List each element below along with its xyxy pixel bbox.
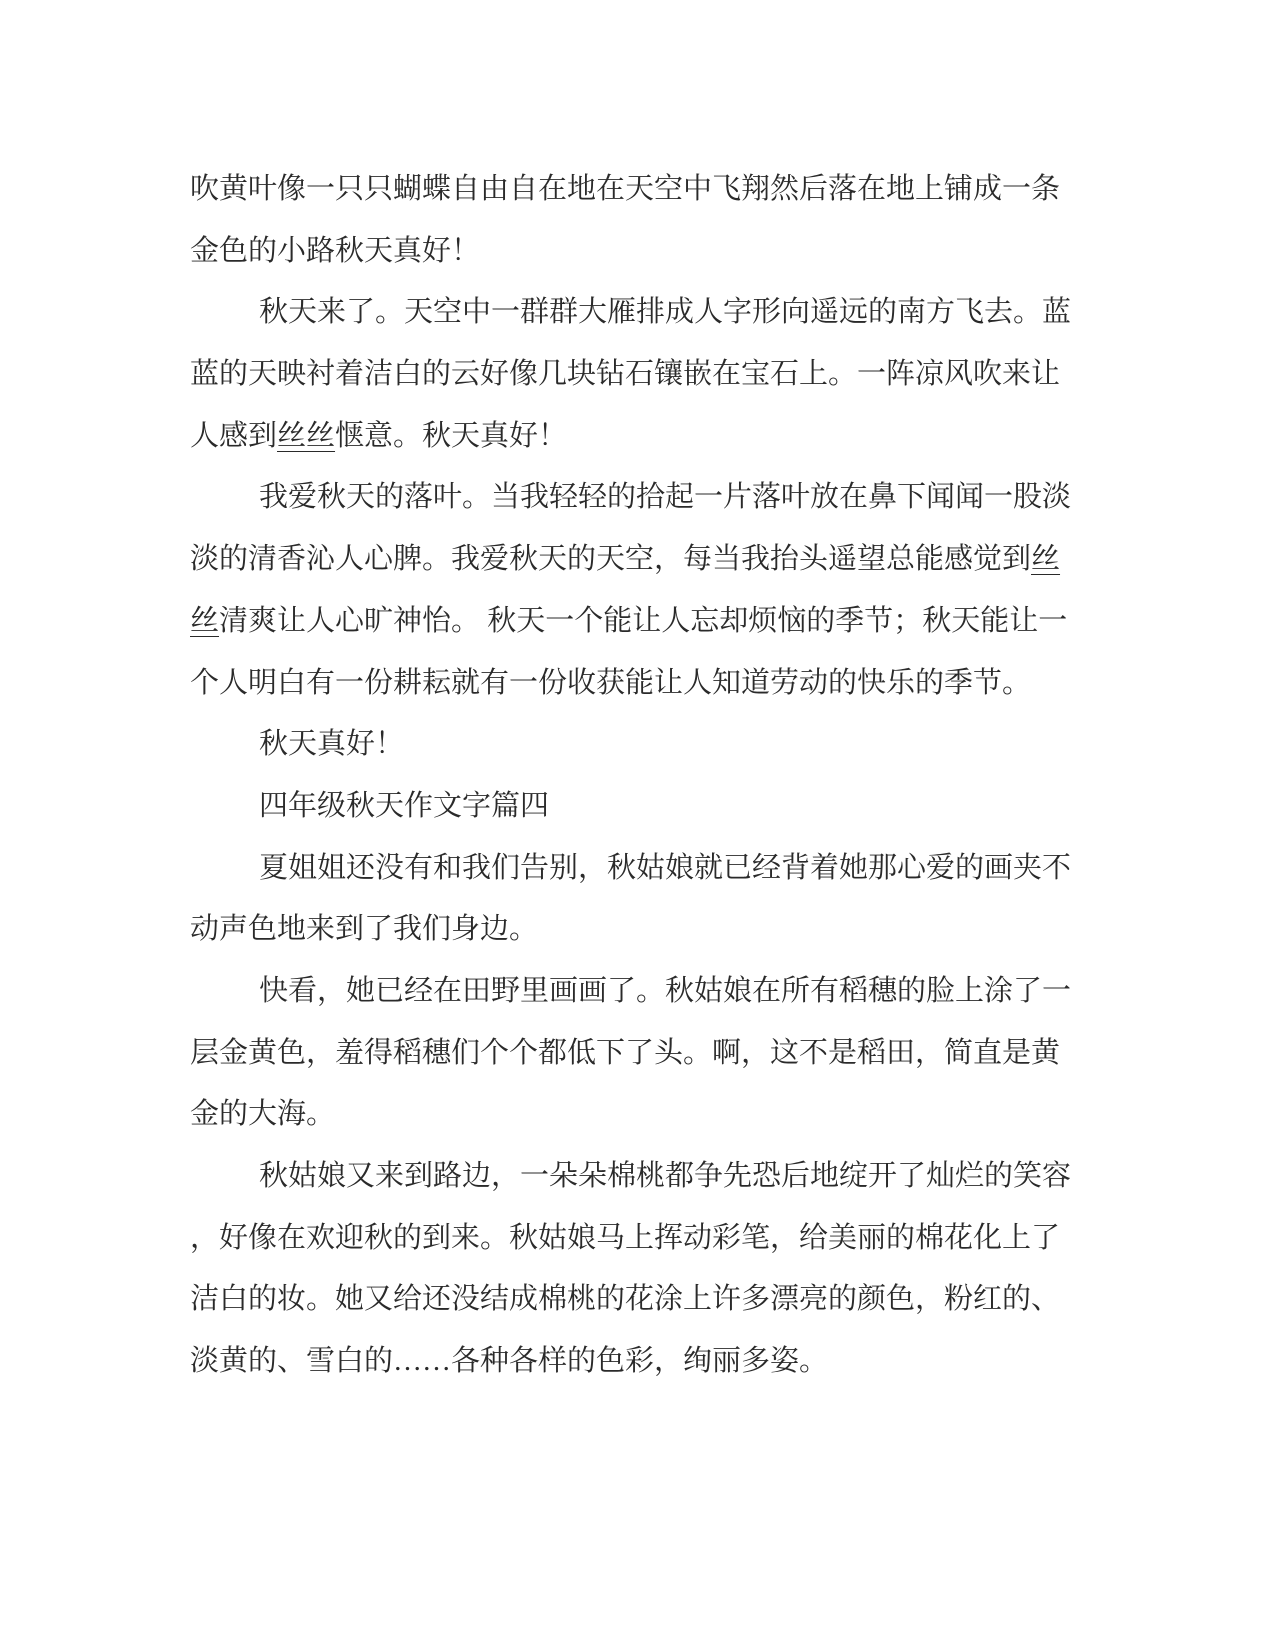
text-line xyxy=(190,1269,1076,1331)
underlined-text: 丝丝 xyxy=(277,419,336,452)
text-segment: 动声色地来到了我们身边。 xyxy=(190,913,539,946)
text-line xyxy=(190,282,1076,344)
text-line xyxy=(190,1208,1076,1270)
text-segment: 淡的清香沁人心脾。我爱秋天的天空，每当我抬头遥望总能感觉到 xyxy=(190,543,1032,576)
text-segment: 吹黄叶像一只只蝴蝶自由自在地在天空中飞翔然后落在地上铺成一条 xyxy=(190,173,1061,205)
text-line xyxy=(190,961,1076,1023)
text-line xyxy=(190,1146,1076,1208)
text-line xyxy=(190,1023,1076,1085)
text-line xyxy=(190,529,1076,591)
text-line xyxy=(190,159,1076,221)
underlined-text: 丝 xyxy=(1031,543,1061,576)
text-segment: ，好像在欢迎秋的到来。秋姑娘马上挥动彩笔，给美丽的棉花化上了 xyxy=(190,1221,1061,1254)
text-segment: 夏姐姐还没有和我们告别，秋姑娘就已经背着她那心爱的画夹不 xyxy=(259,851,1072,884)
text-segment: 洁白的妆。她又给还没结成棉桃的花涂上许多漂亮的颜色，粉红的、 xyxy=(190,1283,1061,1316)
document-text xyxy=(190,159,1076,1393)
text-line xyxy=(190,467,1076,529)
text-segment: 清爽让人心旷神怡。 秋天一个能让人忘却烦恼的季节；秋天能让一 xyxy=(219,604,1068,637)
text-segment: 秋姑娘又来到路边，一朵朵棉桃都争先恐后地绽开了灿烂的笑容 xyxy=(259,1160,1072,1192)
text-segment: 四年级秋天作文字篇四 xyxy=(259,789,550,822)
text-line xyxy=(190,1084,1076,1146)
text-line xyxy=(190,1331,1076,1393)
text-segment: 秋天真好！ xyxy=(259,728,405,761)
text-line xyxy=(190,838,1076,900)
text-line xyxy=(190,406,1076,468)
text-segment: 金的大海。 xyxy=(190,1098,336,1131)
text-segment: 惬意。秋天真好！ xyxy=(335,419,568,452)
text-segment: 层金黄色，羞得稻穗们个个都低下了头。啊，这不是稻田，简直是黄 xyxy=(190,1036,1061,1069)
text-segment: 秋天来了。天空中一群群大雁排成人字形向遥远的南方飞去。蓝 xyxy=(259,296,1072,329)
text-segment: 快看，她已经在田野里画画了。秋姑娘在所有稻穗的脸上涂了一 xyxy=(259,974,1072,1007)
text-line xyxy=(190,714,1076,776)
text-segment: 我爱秋天的落叶。当我轻轻的拾起一片落叶放在鼻下闻闻一股淡 xyxy=(259,481,1072,514)
text-line xyxy=(190,344,1076,406)
text-line xyxy=(190,653,1076,715)
text-line xyxy=(190,221,1076,283)
text-line xyxy=(190,899,1076,961)
text-segment: 个人明白有一份耕耘就有一份收获能让人知道劳动的快乐的季节。 xyxy=(190,666,1032,699)
text-line xyxy=(190,591,1076,653)
underlined-text: 丝 xyxy=(190,604,220,637)
text-segment: 淡黄的、雪白的……各种各样的色彩，绚丽多姿。 xyxy=(190,1345,829,1378)
text-line xyxy=(190,776,1076,838)
text-segment: 人感到 xyxy=(190,419,278,452)
text-segment: 蓝的天映衬着洁白的云好像几块钻石镶嵌在宝石上。一阵凉风吹来让 xyxy=(190,358,1061,391)
text-segment: 金色的小路秋天真好！ xyxy=(190,234,481,267)
